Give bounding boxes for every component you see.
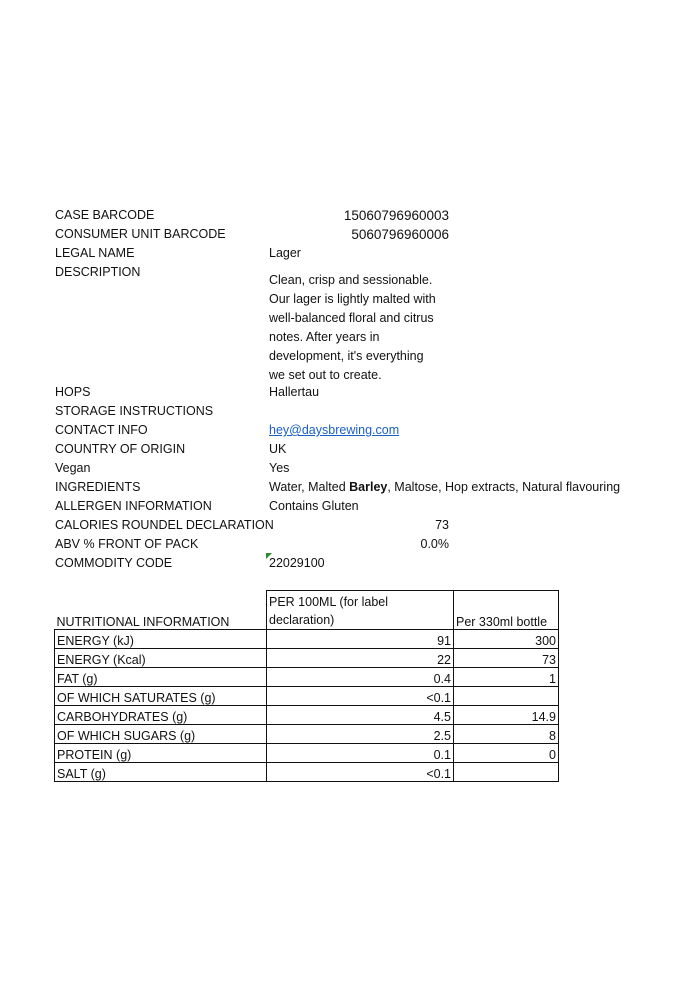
nutrient-label: ENERGY (kJ) [55, 630, 267, 649]
origin-value: UK [269, 442, 287, 456]
table-row [55, 706, 559, 725]
nutrient-per330: 14.9 [454, 706, 559, 725]
allergen-value: Contains Gluten [269, 499, 359, 513]
description-line: development, it's everything [269, 349, 424, 363]
nutrient-label: SALT (g) [55, 763, 267, 782]
case-barcode-label: CASE BARCODE [55, 208, 155, 222]
description-text [269, 271, 459, 385]
consumer-barcode-label: CONSUMER UNIT BARCODE [55, 227, 226, 241]
nutrient-per100: 4.5 [267, 706, 454, 725]
description-label: DESCRIPTION [55, 265, 141, 279]
table-row [55, 744, 559, 763]
nutrient-per330 [454, 763, 559, 782]
table-row [55, 763, 559, 782]
ingredients-label: INGREDIENTS [55, 480, 141, 494]
nutrient-per330: 300 [454, 630, 559, 649]
description-line: Our lager is lightly malted with [269, 292, 436, 306]
contact-email-link[interactable]: hey@daysbrewing.com [269, 423, 400, 437]
ingredients-text: Water, Malted [269, 480, 350, 494]
nutrition-table [54, 590, 559, 782]
description-line: Clean, crisp and sessionable. [269, 273, 433, 287]
case-barcode-value: 15060796960003 [343, 208, 449, 223]
nutrient-label: FAT (g) [55, 668, 267, 687]
nutrient-per330: 0 [454, 744, 559, 763]
nutrient-per100: 91 [267, 630, 454, 649]
ingredients-value [269, 480, 620, 494]
calories-label: CALORIES ROUNDEL DECLARATION [55, 518, 274, 532]
table-row [55, 687, 559, 706]
allergen-label: ALLERGEN INFORMATION [55, 499, 212, 513]
nutrition-header-per100: PER 100ML (for label declaration) [267, 591, 454, 630]
nutrient-per100: 2.5 [267, 725, 454, 744]
nutrient-label: OF WHICH SUGARS (g) [55, 725, 267, 744]
nutrition-header-per330: Per 330ml bottle [454, 591, 559, 630]
legal-name-label: LEGAL NAME [55, 246, 135, 260]
description-line: notes. After years in [269, 330, 380, 344]
nutrient-per100: 22 [267, 649, 454, 668]
table-row [55, 630, 559, 649]
ingredients-allergen-bold: Barley [349, 480, 388, 494]
nutrient-label: OF WHICH SATURATES (g) [55, 687, 267, 706]
hops-label: HOPS [55, 385, 91, 399]
ingredients-text: , Maltose, Hop extracts, Natural flavouring [387, 480, 621, 494]
calories-value: 73 [435, 518, 449, 532]
nutrient-per100: <0.1 [267, 763, 454, 782]
nutrient-per100: <0.1 [267, 687, 454, 706]
table-row [55, 649, 559, 668]
table-row [55, 725, 559, 744]
consumer-barcode-value: 5060796960006 [351, 227, 449, 242]
contact-label: CONTACT INFO [55, 423, 148, 437]
nutrient-per330 [454, 687, 559, 706]
description-line: we set out to create. [269, 368, 382, 382]
nutrient-per100: 0.4 [267, 668, 454, 687]
origin-label: COUNTRY OF ORIGIN [55, 442, 186, 456]
vegan-label: Vegan [55, 461, 91, 475]
legal-name-value: Lager [269, 246, 301, 260]
hops-value: Hallertau [269, 385, 320, 399]
commodity-value: 22029100 [269, 556, 325, 570]
abv-label: ABV % FRONT OF PACK [55, 537, 199, 551]
nutrient-label: PROTEIN (g) [55, 744, 267, 763]
description-line: well-balanced floral and citrus [269, 311, 434, 325]
nutrition-header-row [55, 591, 559, 630]
nutrient-per330: 1 [454, 668, 559, 687]
storage-label: STORAGE INSTRUCTIONS [55, 404, 214, 418]
abv-value: 0.0% [420, 537, 449, 551]
nutrient-per330: 8 [454, 725, 559, 744]
vegan-value: Yes [269, 461, 290, 475]
nutrient-per100: 0.1 [267, 744, 454, 763]
nutrient-per330: 73 [454, 649, 559, 668]
table-row [55, 668, 559, 687]
commodity-label: COMMODITY CODE [55, 556, 173, 570]
nutrient-label: ENERGY (Kcal) [55, 649, 267, 668]
nutrition-header-label: NUTRITIONAL INFORMATION [55, 591, 267, 630]
nutrient-label: CARBOHYDRATES (g) [55, 706, 267, 725]
